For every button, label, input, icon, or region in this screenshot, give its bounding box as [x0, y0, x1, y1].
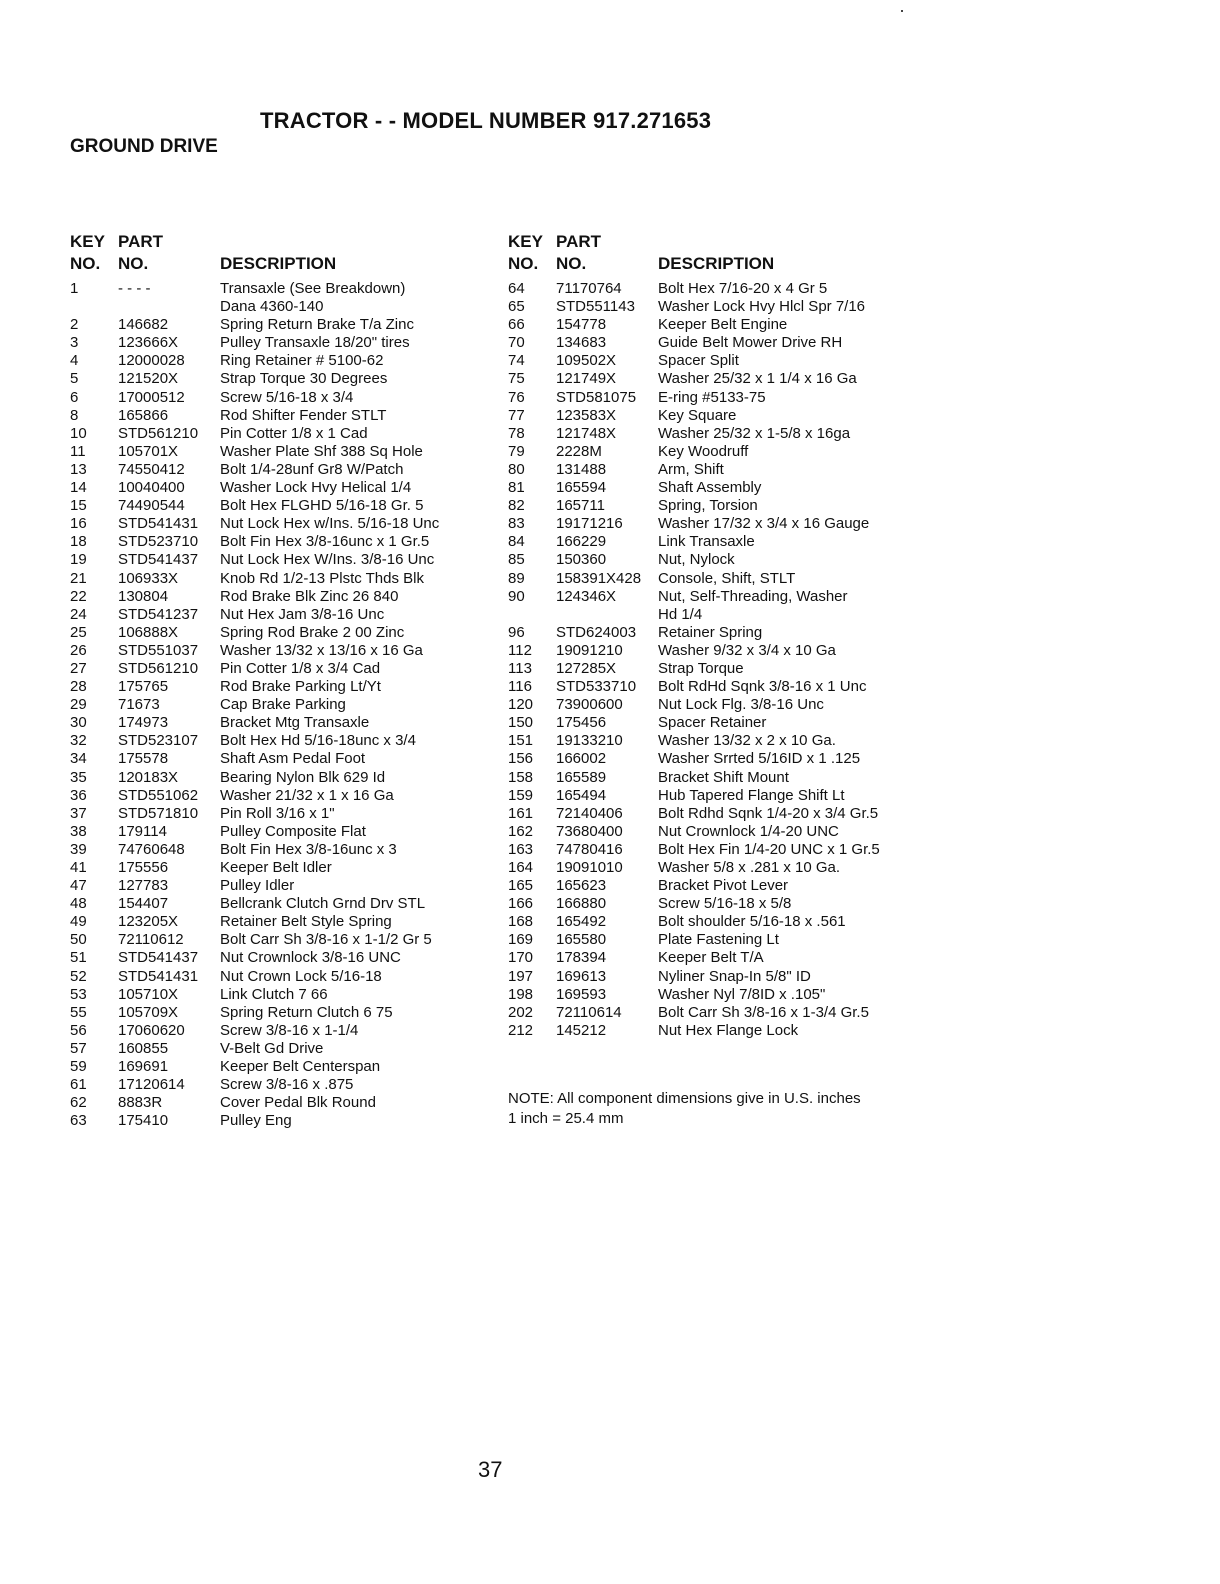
part-number: STD541237	[118, 605, 199, 623]
page-title: TRACTOR - - MODEL NUMBER 917.271653	[260, 108, 712, 133]
part-number: 165866	[118, 406, 169, 424]
part-number: STD523710	[118, 533, 199, 551]
key-number: 25	[70, 623, 87, 641]
key-number: 70	[508, 334, 525, 352]
part-no-header: NO.	[556, 254, 587, 273]
part-number: 105701X	[118, 442, 179, 460]
part-number: 123666X	[118, 334, 179, 352]
part-number: 165580	[556, 931, 607, 949]
part-description: Key Square	[658, 406, 737, 424]
part-number: 175456	[556, 714, 607, 732]
key-number: 116	[508, 678, 532, 696]
part-description: Link Clutch 7 66	[220, 985, 328, 1003]
key-number: 64	[508, 280, 525, 297]
part-description: Bolt Carr Sh 3/8-16 x 1-1/2 Gr 5	[220, 931, 432, 949]
key-number: 16	[70, 515, 87, 533]
part-number: STD541437	[118, 949, 199, 967]
part-description: Nut, Self-Threading, Washer	[658, 587, 848, 605]
part-description: Bolt RdHd Sqnk 3/8-16 x 1 Unc	[658, 678, 867, 696]
part-description: Retainer Belt Style Spring	[220, 913, 392, 931]
part-description: Bolt Rdhd Sqnk 1/4-20 x 3/4 Gr.5	[658, 804, 879, 822]
part-number: 109502X	[556, 352, 617, 370]
key-header: KEY	[508, 232, 543, 251]
note-conversion: 1 inch = 25.4 mm	[508, 1110, 624, 1127]
part-number: 175410	[118, 1112, 169, 1130]
part-number: 12000028	[118, 352, 185, 370]
part-description: Keeper Belt Idler	[220, 859, 332, 876]
key-number: 96	[508, 623, 525, 641]
key-number: 34	[70, 750, 87, 768]
key-number: 48	[70, 895, 87, 913]
key-no-header: NO.	[508, 254, 539, 273]
part-number: 121748X	[556, 424, 617, 442]
part-description: Bolt shoulder 5/16-18 x .561	[658, 913, 846, 931]
key-number: 32	[70, 732, 87, 750]
part-number: 120183X	[118, 768, 179, 786]
part-description: Link Transaxle	[658, 533, 755, 551]
key-number: 18	[70, 533, 87, 551]
part-description: Nut Crownlock 1/4-20 UNC	[658, 822, 839, 840]
part-description: Screw 3/8-16 x 1-1/4	[220, 1021, 359, 1039]
part-description: Bolt Hex 7/16-20 x 4 Gr 5	[658, 280, 828, 297]
part-number: 174973	[118, 714, 169, 732]
part-number: 74760648	[118, 840, 185, 858]
part-description: Washer 13/32 x 2 x 10 Ga.	[658, 732, 836, 750]
part-description: Ring Retainer # 5100-62	[220, 352, 384, 370]
part-header: PART	[118, 232, 164, 251]
part-description: Pulley Transaxle 18/20" tires	[220, 334, 410, 352]
key-number: 1	[70, 280, 79, 297]
part-description: Bolt 1/4-28unf Gr8 W/Patch	[220, 460, 404, 478]
key-number: 85	[508, 551, 525, 569]
key-number: 5	[70, 370, 79, 388]
part-number: STD541431	[118, 515, 199, 533]
part-number: 160855	[118, 1039, 169, 1057]
part-number: 127285X	[556, 659, 617, 677]
part-number: 158391X428	[556, 569, 642, 587]
part-number: 74490544	[118, 497, 185, 515]
section-title: GROUND DRIVE	[70, 136, 218, 157]
part-number: 19133210	[556, 732, 623, 750]
part-description: Bolt Hex FLGHD 5/16-18 Gr. 5	[220, 497, 424, 515]
part-number: 121520X	[118, 370, 179, 388]
part-number: STD551037	[118, 641, 199, 659]
part-number: 72140406	[556, 804, 623, 822]
key-number: 55	[70, 1003, 87, 1021]
part-number: 166229	[556, 533, 607, 551]
part-number: STD541431	[118, 967, 199, 985]
part-description: Bolt Fin Hex 3/8-16unc x 1 Gr.5	[220, 533, 430, 551]
key-number: 162	[508, 822, 534, 840]
key-number: 38	[70, 822, 87, 840]
key-number: 202	[508, 1003, 534, 1021]
part-description: Nut Lock Hex w/Ins. 5/16-18 Unc	[220, 515, 440, 533]
part-description: V-Belt Gd Drive	[220, 1039, 324, 1057]
part-number: STD624003	[556, 623, 637, 641]
part-number: 124346X	[556, 587, 617, 605]
description-header: DESCRIPTION	[220, 254, 337, 273]
key-number: 169	[508, 931, 534, 949]
part-number: 74550412	[118, 460, 185, 478]
key-number: 41	[70, 859, 87, 876]
part-description: Bearing Nylon Blk 629 Id	[220, 768, 386, 786]
key-number: 75	[508, 370, 525, 388]
key-number: 14	[70, 479, 87, 497]
key-number: 161	[508, 804, 534, 822]
part-description: Bracket Mtg Transaxle	[220, 714, 370, 732]
part-description: Spring Rod Brake 2 00 Zinc	[220, 623, 405, 641]
part-description: Keeper Belt Centerspan	[220, 1058, 381, 1076]
key-number: 166	[508, 895, 534, 913]
key-number: 62	[70, 1094, 87, 1112]
key-number: 113	[508, 659, 532, 677]
part-number: 123583X	[556, 406, 617, 424]
part-number: 73900600	[556, 696, 623, 714]
key-number: 19	[70, 551, 87, 569]
part-number: STD561210	[118, 424, 199, 442]
key-number: 50	[70, 931, 87, 949]
key-header: KEY	[70, 232, 105, 251]
key-number: 61	[70, 1076, 87, 1094]
key-number: 27	[70, 659, 87, 677]
part-description: Screw 5/16-18 x 5/8	[658, 895, 792, 913]
part-number: 17120614	[118, 1076, 185, 1094]
key-number: 11	[70, 442, 86, 460]
part-number: 165494	[556, 786, 607, 804]
description-header: DESCRIPTION	[658, 254, 775, 273]
key-number: 8	[70, 406, 79, 424]
part-description: Bolt Hex Fin 1/4-20 UNC x 1 Gr.5	[658, 840, 880, 858]
key-number: 76	[508, 388, 525, 406]
part-description: Washer 5/8 x .281 x 10 Ga.	[658, 859, 841, 876]
key-number: 79	[508, 442, 525, 460]
key-number: 56	[70, 1021, 87, 1039]
key-number: 26	[70, 641, 87, 659]
part-number: 17060620	[118, 1021, 185, 1039]
key-number: 6	[70, 388, 79, 406]
part-number: 165589	[556, 768, 607, 786]
part-description: Washer Lock Hvy Helical 1/4	[220, 479, 412, 497]
key-number: 120	[508, 696, 534, 714]
part-number: 106933X	[118, 569, 179, 587]
part-number: 146682	[118, 316, 169, 334]
key-number: 15	[70, 497, 87, 515]
part-description: Rod Shifter Fender STLT	[220, 406, 387, 424]
key-number: 165	[508, 877, 534, 895]
part-number: STD551062	[118, 786, 199, 804]
key-number: 112	[508, 641, 532, 659]
key-number: 3	[70, 334, 79, 352]
key-number: 84	[508, 533, 525, 551]
key-number: 163	[508, 840, 534, 858]
key-number: 36	[70, 786, 87, 804]
part-description: Nut Hex Jam 3/8-16 Unc	[220, 605, 385, 623]
part-number: 166880	[556, 895, 607, 913]
part-number: STD581075	[556, 388, 637, 406]
part-description: Key Woodruff	[658, 442, 749, 460]
part-description: Pin Roll 3/16 x 1"	[220, 804, 335, 822]
part-description: Screw 3/8-16 x .875	[220, 1076, 354, 1094]
part-number: STD541437	[118, 551, 199, 569]
key-number: 197	[508, 967, 534, 985]
key-number: 164	[508, 859, 534, 876]
note-line: NOTE: All component dimensions give in U.S. inches	[508, 1090, 861, 1107]
part-number: 121749X	[556, 370, 617, 388]
part-description: Nut Crown Lock 5/16-18	[220, 967, 382, 985]
key-number: 10	[70, 424, 87, 442]
part-number: 131488	[556, 460, 607, 478]
part-description: Guide Belt Mower Drive RH	[658, 334, 843, 352]
part-number: 165594	[556, 479, 607, 497]
part-number: 169691	[118, 1058, 169, 1076]
part-description: Washer 21/32 x 1 x 16 Ga	[220, 786, 394, 804]
part-number: 165711	[556, 497, 605, 515]
key-number: 57	[70, 1039, 87, 1057]
scan-speck	[901, 10, 903, 12]
part-description: Keeper Belt Engine	[658, 316, 788, 334]
part-description: Hub Tapered Flange Shift Lt	[658, 786, 845, 804]
part-description: Washer 9/32 x 3/4 x 10 Ga	[658, 641, 836, 659]
key-number: 49	[70, 913, 87, 931]
part-description: Pin Cotter 1/8 x 3/4 Cad	[220, 659, 381, 677]
part-description: Bolt Carr Sh 3/8-16 x 1-3/4 Gr.5	[658, 1003, 869, 1021]
key-number: 89	[508, 569, 525, 587]
key-number: 168	[508, 913, 534, 931]
part-number: 179114	[118, 822, 167, 840]
part-number: 127783	[118, 877, 169, 895]
part-description: Washer Srrted 5/16ID x 1 .125	[658, 750, 861, 768]
part-description: Bellcrank Clutch Grnd Drv STL	[220, 895, 426, 913]
part-description: Bracket Shift Mount	[658, 768, 789, 786]
key-number: 151	[508, 732, 534, 750]
key-number: 59	[70, 1058, 87, 1076]
part-description: Nyliner Snap-In 5/8" ID	[658, 967, 811, 985]
part-number: 8883R	[118, 1094, 163, 1112]
part-number: 154407	[118, 895, 169, 913]
part-description: Washer 13/32 x 13/16 x 16 Ga	[220, 641, 423, 659]
key-number: 28	[70, 678, 87, 696]
part-number: 17000512	[118, 388, 185, 406]
key-number: 22	[70, 587, 87, 605]
part-description: Nut Hex Flange Lock	[658, 1021, 799, 1039]
part-description: Knob Rd 1/2-13 Plstc Thds Blk	[220, 569, 424, 587]
key-number: 90	[508, 587, 525, 605]
part-description: Cap Brake Parking	[220, 696, 346, 714]
part-number: 71673	[118, 696, 160, 714]
part-number: 2228M	[556, 442, 602, 460]
key-number: 13	[70, 460, 87, 478]
part-number: 169593	[556, 985, 607, 1003]
part-number: STD571810	[118, 804, 199, 822]
part-description: Washer 17/32 x 3/4 x 16 Gauge	[658, 515, 870, 533]
part-number: 169613	[556, 967, 607, 985]
key-number: 159	[508, 786, 534, 804]
part-description: Washer Nyl 7/8ID x .105"	[658, 985, 826, 1003]
part-number: 123205X	[118, 913, 179, 931]
part-number: 134683	[556, 334, 607, 352]
part-number: STD533710	[556, 678, 637, 696]
key-number: 39	[70, 840, 87, 858]
part-number: 72110614	[556, 1003, 622, 1021]
part-description: Rod Brake Parking Lt/Yt	[220, 678, 381, 696]
part-description: Plate Fastening Lt	[658, 931, 779, 949]
part-number: 175556	[118, 859, 169, 876]
part-description: Keeper Belt T/A	[658, 949, 764, 967]
part-description: Washer 25/32 x 1 1/4 x 16 Ga	[658, 370, 857, 388]
part-number: STD523107	[118, 732, 199, 750]
key-number: 29	[70, 696, 87, 714]
key-number: 37	[70, 804, 87, 822]
part-description: Strap Torque 30 Degrees	[220, 370, 388, 388]
key-number: 4	[70, 352, 79, 370]
key-no-header: NO.	[70, 254, 101, 273]
part-number: 71170764	[556, 280, 622, 297]
part-description: Washer 25/32 x 1-5/8 x 16ga	[658, 424, 851, 442]
part-no-header: NO.	[118, 254, 149, 273]
key-number: 81	[508, 479, 525, 497]
part-description: Nut Lock Flg. 3/8-16 Unc	[658, 696, 824, 714]
page-number: 37	[478, 1457, 503, 1482]
key-number: 77	[508, 406, 525, 424]
part-description: Arm, Shift	[658, 460, 724, 478]
part-number: 154778	[556, 316, 607, 334]
part-number: 175578	[118, 750, 169, 768]
key-number: 198	[508, 985, 534, 1003]
part-number: - - - -	[118, 280, 151, 297]
part-number: 105710X	[118, 985, 179, 1003]
part-description: Washer Lock Hvy Hlcl Spr 7/16	[658, 298, 866, 316]
part-description: Spring Return Clutch 6 75	[220, 1003, 393, 1021]
key-number: 47	[70, 877, 87, 895]
dimension-note	[508, 1089, 861, 1129]
key-number: 83	[508, 515, 525, 533]
part-description: Bolt Fin Hex 3/8-16unc x 3	[220, 840, 397, 858]
part-description: Spring, Torsion	[658, 497, 758, 515]
part-description: Pulley Composite Flat	[220, 822, 366, 840]
part-number: 165623	[556, 877, 607, 895]
part-number: 73680400	[556, 822, 623, 840]
part-number: 150360	[556, 551, 607, 569]
key-number: 82	[508, 497, 525, 515]
part-number: 74780416	[556, 840, 623, 858]
part-number: 145212	[556, 1021, 607, 1039]
part-description: Shaft Asm Pedal Foot	[220, 750, 366, 768]
key-number: 30	[70, 714, 87, 732]
part-description: Nut Lock Hex W/Ins. 3/8-16 Unc	[220, 551, 435, 569]
part-description: Screw 5/16-18 x 3/4	[220, 388, 354, 406]
part-number: 166002	[556, 750, 607, 768]
key-number: 51	[70, 949, 87, 967]
part-number: 72110612	[118, 931, 184, 949]
part-number: 19171216	[556, 515, 623, 533]
part-description: Transaxle (See Breakdown)	[220, 280, 406, 297]
part-number: 165492	[556, 913, 607, 931]
part-description: Rod Brake Blk Zinc 26 840	[220, 587, 399, 605]
part-description: Washer Plate Shf 388 Sq Hole	[220, 442, 423, 460]
key-number: 158	[508, 768, 534, 786]
part-number: STD561210	[118, 659, 199, 677]
part-description: Shaft Assembly	[658, 479, 762, 497]
key-number: 212	[508, 1021, 534, 1039]
key-number: 66	[508, 316, 525, 334]
part-description: Cover Pedal Blk Round	[220, 1094, 376, 1112]
part-description: Bolt Hex Hd 5/16-18unc x 3/4	[220, 732, 416, 750]
key-number: 52	[70, 967, 87, 985]
key-number: 53	[70, 985, 87, 1003]
key-number: 156	[508, 750, 534, 768]
part-description: Spacer Split	[658, 352, 739, 370]
part-description: Nut, Nylock	[658, 551, 735, 569]
part-number: 105709X	[118, 1003, 179, 1021]
key-number: 24	[70, 605, 87, 623]
part-description: Strap Torque	[658, 659, 744, 677]
part-number: 19091210	[556, 641, 623, 659]
key-number: 35	[70, 768, 87, 786]
part-number: 10040400	[118, 479, 185, 497]
part-description: Pulley Eng	[220, 1112, 292, 1130]
part-description: Console, Shift, STLT	[658, 569, 796, 587]
part-header: PART	[556, 232, 602, 251]
key-number: 63	[70, 1112, 87, 1130]
key-number: 78	[508, 424, 525, 442]
part-description: E-ring #5133-75	[658, 388, 766, 406]
part-number: 175765	[118, 678, 169, 696]
key-number: 80	[508, 460, 525, 478]
part-number: STD551143	[556, 298, 635, 316]
part-description: Nut Crownlock 3/8-16 UNC	[220, 949, 401, 967]
part-description: Bracket Pivot Lever	[658, 877, 789, 895]
key-number: 2	[70, 316, 79, 334]
part-description-cont: Hd 1/4	[658, 605, 703, 623]
part-number: 178394	[556, 949, 607, 967]
part-description: Spring Return Brake T/a Zinc	[220, 316, 414, 334]
key-number: 21	[70, 569, 87, 587]
part-number: 19091010	[556, 859, 623, 876]
key-number: 74	[508, 352, 525, 370]
key-number: 170	[508, 949, 534, 967]
key-number: 150	[508, 714, 534, 732]
part-description: Pulley Idler	[220, 877, 295, 895]
part-description: Pin Cotter 1/8 x 1 Cad	[220, 424, 368, 442]
part-description: Spacer Retainer	[658, 714, 767, 732]
key-number: 65	[508, 298, 525, 316]
part-description: Retainer Spring	[658, 623, 763, 641]
part-description-cont: Dana 4360-140	[220, 298, 324, 316]
part-number: 106888X	[118, 623, 179, 641]
part-number: 130804	[118, 587, 169, 605]
